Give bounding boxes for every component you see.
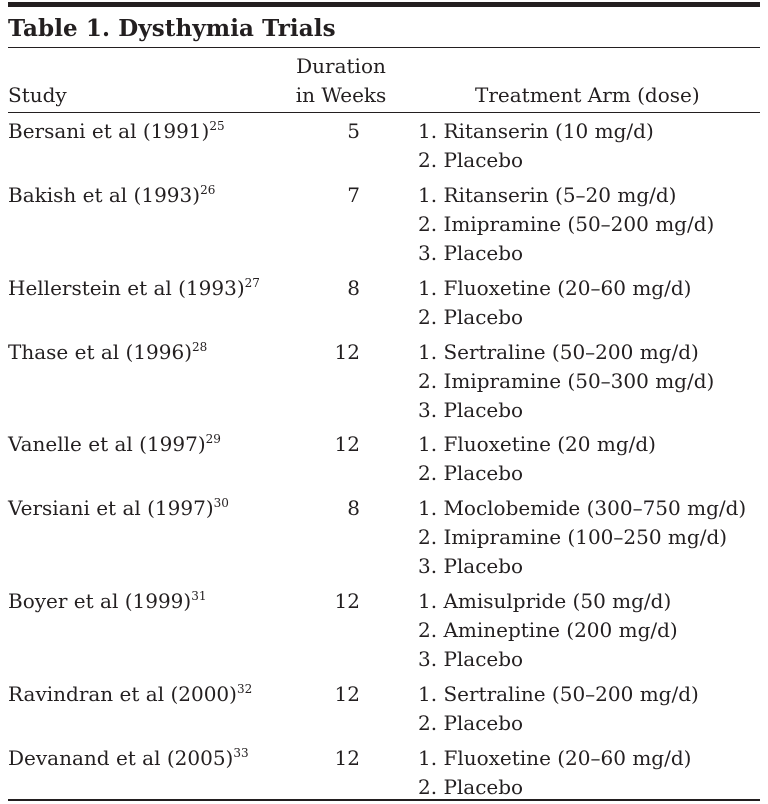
treatment-arms-cell [418, 274, 691, 332]
treatment-arms-cell [418, 338, 714, 425]
treatment-arm: 3. Placebo [418, 241, 524, 265]
study-cell [8, 274, 260, 303]
reference-number: 27 [244, 276, 260, 290]
treatment-arm: 3. Placebo [418, 647, 524, 671]
treatment-arm: 1. Fluoxetine (20–60 mg/d) [418, 746, 692, 770]
duration-cell: 12 [334, 682, 360, 706]
treatment-arms-cell [418, 117, 654, 175]
treatment-arm: 1. Fluoxetine (20–60 mg/d) [418, 276, 692, 300]
treatment-arm: 2. Imipramine (50–300 mg/d) [418, 369, 715, 393]
study-name: Ravindran et al (2000) [8, 682, 237, 706]
treatment-arm: 2. Placebo [418, 775, 524, 799]
duration-cell: 12 [334, 432, 360, 456]
treatment-arms-cell [418, 430, 656, 488]
treatment-arm: 1. Amisulpride (50 mg/d) [418, 589, 672, 613]
duration-cell: 8 [347, 496, 360, 520]
study-name: Boyer et al (1999) [8, 589, 192, 613]
study-name: Bersani et al (1991) [8, 119, 210, 143]
study-cell [8, 680, 252, 709]
treatment-arm: 2. Amineptine (200 mg/d) [418, 618, 678, 642]
treatment-arm: 2. Imipramine (100–250 mg/d) [418, 525, 728, 549]
study-cell [8, 430, 221, 459]
study-cell [8, 744, 249, 773]
study-cell [8, 338, 207, 367]
duration-cell: 7 [347, 183, 360, 207]
header-treatment-arm: Treatment Arm (dose) [475, 83, 700, 107]
treatment-arm: 3. Placebo [418, 398, 524, 422]
treatment-arms-cell [418, 587, 678, 674]
treatment-arm: 3. Placebo [418, 554, 524, 578]
duration-cell: 12 [334, 589, 360, 613]
treatment-arm: 2. Placebo [418, 711, 524, 735]
treatment-arms-cell [418, 494, 746, 581]
reference-number: 29 [205, 432, 221, 446]
study-cell [8, 587, 206, 616]
caption-rule [8, 47, 760, 48]
header-duration-line1: Duration [296, 54, 386, 78]
header-study: Study [8, 83, 67, 107]
treatment-arm: 1. Fluoxetine (20 mg/d) [418, 432, 656, 456]
reference-number: 30 [213, 496, 229, 510]
header-rule [8, 112, 760, 113]
reference-number: 25 [209, 119, 225, 133]
study-name: Hellerstein et al (1993) [8, 276, 245, 300]
header-duration [286, 52, 396, 110]
treatment-arm: 1. Sertraline (50–200 mg/d) [418, 682, 699, 706]
treatment-arms-cell [418, 181, 714, 268]
reference-number: 31 [191, 589, 207, 603]
duration-cell: 5 [347, 119, 360, 143]
reference-number: 32 [236, 682, 253, 696]
bottom-rule [8, 799, 760, 801]
duration-cell: 12 [334, 340, 360, 364]
study-name: Bakish et al (1993) [8, 183, 201, 207]
treatment-arm: 1. Moclobemide (300–750 mg/d) [418, 496, 747, 520]
treatment-arm: 2. Placebo [418, 148, 524, 172]
treatment-arm: 2. Placebo [418, 461, 524, 485]
treatment-arm: 1. Ritanserin (5–20 mg/d) [418, 183, 677, 207]
study-name: Vanelle et al (1997) [8, 432, 206, 456]
reference-number: 33 [233, 746, 249, 760]
duration-cell: 12 [334, 746, 360, 770]
reference-number: 28 [192, 340, 208, 354]
reference-number: 26 [200, 183, 216, 197]
treatment-arms-cell [418, 744, 691, 802]
treatment-arm: 2. Placebo [418, 305, 524, 329]
table-caption: Table 1. Dysthymia Trials [8, 15, 336, 42]
treatment-arm: 1. Sertraline (50–200 mg/d) [418, 340, 699, 364]
header-duration-line2: in Weeks [295, 83, 387, 107]
duration-cell: 8 [347, 276, 360, 300]
treatment-arm: 1. Ritanserin (10 mg/d) [418, 119, 654, 143]
treatment-arm: 2. Imipramine (50–200 mg/d) [418, 212, 715, 236]
study-cell [8, 494, 229, 523]
study-name: Versiani et al (1997) [8, 496, 214, 520]
study-cell [8, 181, 215, 210]
study-name: Devanand et al (2005) [8, 746, 234, 770]
study-cell [8, 117, 225, 146]
treatment-arms-cell [418, 680, 699, 738]
study-name: Thase et al (1996) [8, 340, 193, 364]
top-rule [8, 2, 760, 7]
